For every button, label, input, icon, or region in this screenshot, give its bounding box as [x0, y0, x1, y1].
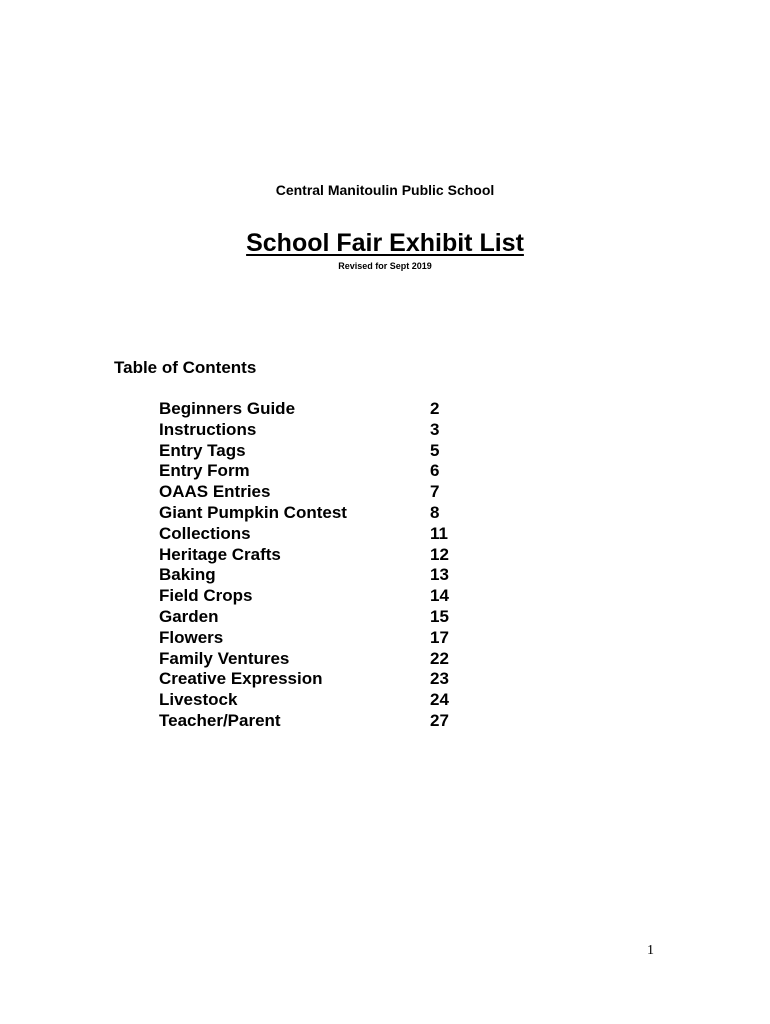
toc-item-label: OAAS Entries [159, 482, 271, 502]
toc-item-page: 23 [430, 669, 449, 689]
toc-item-label: Garden [159, 606, 219, 626]
toc-item [159, 690, 470, 711]
toc-item [159, 711, 470, 732]
toc-item-page: 27 [430, 710, 449, 730]
toc-item [159, 565, 470, 586]
toc-item-page: 13 [430, 565, 449, 585]
page-number: 1 [647, 943, 654, 958]
toc-item-label: Beginners Guide [159, 399, 296, 418]
toc-item-label: Creative Expression [159, 669, 323, 689]
toc-item [159, 649, 470, 670]
toc-item-label: Instructions [159, 419, 257, 439]
toc-item [159, 461, 470, 482]
toc-item-page: 14 [430, 586, 449, 606]
toc-item-page: 11 [430, 523, 448, 543]
table-of-contents [159, 399, 470, 732]
toc-item [159, 482, 470, 503]
toc-item [159, 586, 470, 607]
revised-note: Revised for Sept 2019 [338, 261, 432, 271]
toc-item-page: 12 [430, 544, 449, 564]
toc-item-label: Teacher/Parent [159, 710, 281, 730]
toc-item-page: 5 [430, 440, 440, 460]
document-title: School Fair Exhibit List [246, 229, 524, 257]
toc-item [159, 545, 470, 566]
toc-item [159, 524, 470, 545]
toc-item-page: 6 [430, 461, 440, 481]
toc-item-page: 17 [430, 627, 449, 647]
toc-item [159, 441, 470, 462]
toc-item [159, 628, 470, 649]
toc-item [159, 420, 470, 441]
toc-item-label: Collections [159, 523, 251, 543]
toc-item-label: Flowers [159, 627, 224, 647]
toc-item-label: Entry Form [159, 461, 250, 481]
toc-item-label: Giant Pumpkin Contest [159, 502, 347, 522]
toc-item-page: 22 [430, 648, 449, 668]
toc-heading: Table of Contents [114, 358, 257, 377]
toc-item-label: Family Ventures [159, 648, 290, 668]
toc-item-page: 7 [430, 482, 440, 502]
toc-item [159, 607, 470, 628]
toc-item [159, 399, 470, 420]
toc-item [159, 669, 470, 690]
toc-item-page: 15 [430, 606, 449, 626]
toc-item-label: Baking [159, 565, 216, 585]
toc-item-label: Field Crops [159, 586, 253, 606]
toc-item-page: 2 [430, 399, 440, 418]
toc-item-page: 8 [430, 502, 440, 522]
toc-item-label: Heritage Crafts [159, 544, 281, 564]
toc-item-label: Livestock [159, 690, 238, 710]
school-name: Central Manitoulin Public School [275, 182, 495, 198]
toc-item-page: 24 [430, 690, 449, 710]
toc-item-page: 3 [430, 419, 440, 439]
toc-item-label: Entry Tags [159, 440, 246, 460]
toc-item [159, 503, 470, 524]
